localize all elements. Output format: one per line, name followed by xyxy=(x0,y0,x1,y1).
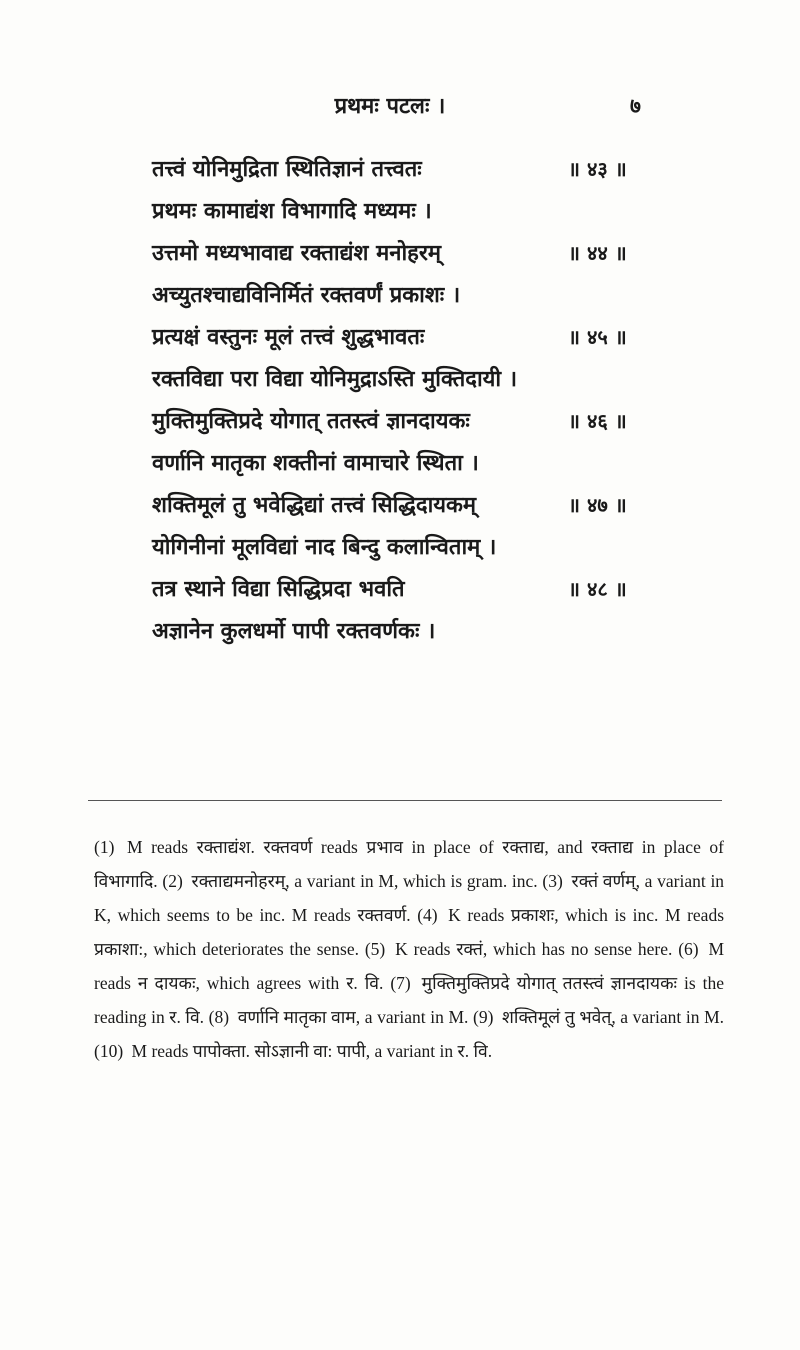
verse-text: उत्तमो मध्यभावाद्य रक्ताद्यंश मनोहरम् xyxy=(152,240,441,266)
verse-text: तत्र स्थाने विद्या सिद्धिप्रदा भवति xyxy=(152,576,405,602)
verse-text: मुक्तिमुक्तिप्रदे योगात् ततस्त्वं ज्ञानदायकः xyxy=(152,408,470,434)
verse-line xyxy=(0,358,800,400)
verse-number: ॥ ४७ ॥ xyxy=(568,493,627,517)
footnote-number: (7) xyxy=(390,973,411,993)
verse-line xyxy=(0,190,800,232)
verse-number: ॥ ४४ ॥ xyxy=(568,241,627,265)
verse-text: वर्णानि मातृका शक्तीनां वामाचारे स्थिता । xyxy=(152,450,479,476)
verse-number: ॥ ४८ ॥ xyxy=(568,577,627,601)
footnote-number: (4) xyxy=(417,905,438,925)
footnote-text: शक्तिमूलं तु भवेत्, a variant in M. xyxy=(502,1007,725,1027)
verse-line xyxy=(0,274,800,316)
verse-text: तत्त्वं योनिमुद्रिता स्थितिज्ञानं तत्त्वतः xyxy=(152,156,422,182)
verse-text: शक्तिमूलं तु भवेद्धिद्यां तत्त्वं सिद्धिदायकम् xyxy=(152,492,477,518)
verse-text: अज्ञानेन कुलधर्मो पापी रक्तवर्णकः । xyxy=(152,618,436,644)
footnote-number: (2) xyxy=(162,871,183,891)
verse-number: ॥ ४५ ॥ xyxy=(568,325,627,349)
verse-text: प्रथमः कामाद्यंश विभागादि मध्यमः । xyxy=(152,198,432,224)
verse-line xyxy=(0,610,800,652)
page-number: ७ xyxy=(630,93,641,118)
footnote-number: (6) xyxy=(678,939,699,959)
footnote-number: (10) xyxy=(94,1041,124,1061)
footnote-text: M reads रक्ताद्यंश. रक्तवर्ण reads प्रभाव in place of रक्ताद्य, and रक्ताद्य in place of विभागादि. xyxy=(94,837,724,891)
verse-line xyxy=(0,148,800,190)
footnote-number: (3) xyxy=(542,871,563,891)
verse-line xyxy=(0,316,800,358)
verse-line xyxy=(0,442,800,484)
verse-text: रक्तविद्या परा विद्या योनिमुद्राऽस्ति मुक्तिदायी । xyxy=(152,366,518,392)
footnote-number: (9) xyxy=(473,1007,494,1027)
verse-line xyxy=(0,568,800,610)
footnote-text: M reads न दायकः, which agrees with र. वि. xyxy=(94,939,725,993)
footnote-number: (5) xyxy=(364,939,386,959)
verse-block xyxy=(0,148,800,652)
footnotes xyxy=(94,830,724,1068)
footnote-text: रक्तं वर्णम्, a variant in K, which seems to be inc. M reads रक्तवर्ण. xyxy=(94,871,725,925)
verse-text: अच्युतश्चाद्यविनिर्मितं रक्तवर्णं प्रकाशः । xyxy=(152,282,461,308)
verse-line xyxy=(0,484,800,526)
running-head xyxy=(0,86,800,126)
footnote-number: (8) xyxy=(208,1007,230,1027)
verse-text: योगिनीनां मूलविद्यां नाद बिन्दु कलान्विताम् । xyxy=(152,534,497,560)
footnote-text: वर्णानि मातृका वाम, a variant in M. xyxy=(237,1007,469,1027)
footnote-divider xyxy=(88,800,722,801)
footnote-text: K reads प्रकाशः, which is inc. M reads प्रकाशा:, which deteriorates the sense. xyxy=(94,905,725,959)
verse-number: ॥ ४३ ॥ xyxy=(568,157,627,181)
footnote-text: K reads रक्तं, which has no sense here. xyxy=(395,939,673,959)
footnote-text: M reads पापोक्ता. सोऽज्ञानी वा: पापी, a variant in र. वि. xyxy=(131,1041,493,1061)
verse-line xyxy=(0,232,800,274)
verse-line xyxy=(0,526,800,568)
verse-number: ॥ ४६ ॥ xyxy=(568,409,627,433)
verse-text: प्रत्यक्षं वस्तुनः मूलं तत्त्वं शुद्धभावतः xyxy=(152,324,425,350)
verse-line xyxy=(0,400,800,442)
footnote-number: (1) xyxy=(94,837,115,857)
footnote-text: रक्ताद्यमनोहरम्, a variant in M, which is gram. inc. xyxy=(191,871,538,891)
page-title: प्रथमः पटलः । xyxy=(334,93,446,119)
footnote-text: मुक्तिमुक्तिप्रदे योगात् ततस्त्वं ज्ञानदायकः is the reading in र. वि. xyxy=(94,973,725,1027)
